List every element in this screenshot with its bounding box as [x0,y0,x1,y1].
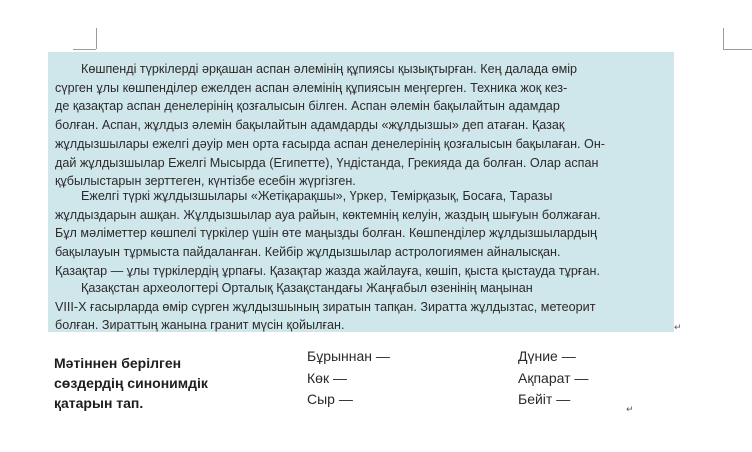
passage-line: Қазақстан археологтері Орталық Қазақстандағы Жаңғабыл өзенінің маңынан [81,281,533,295]
passage-line: жұлдыздарын ашқан. Жұлдызшылар ауа райын, көктемнің келуін, жаздың шығуын болжаған. [55,207,601,222]
passage-line: дай жұлдызшылар Ежелгі Мысырда (Египетте), Үндістанда, Грекияда да болған. Олар аспан [55,155,599,170]
synonym-word[interactable]: Ақпарат — [518,370,589,386]
passage-line: Қазақтар — ұлы түркілердің ұрпағы. Қазақтар жазда жайлауға, көшіп, қыста қыстауда тұрған. [55,263,600,278]
synonym-word[interactable]: Бейіт — [518,391,571,407]
paragraph-mark-icon: ↵ [674,322,682,332]
synonym-word[interactable]: Дүние — [518,348,576,364]
passage-line: болған. Аспан, жұлдыз әлемін бақылайтын адамдарды «жұлдызшы» деп атаған. Қазақ [55,118,565,133]
crop-mark-top-right-vertical [723,28,724,49]
passage-line: жұлдызшылары ежелгі дәуір мен орта ғасырда аспан денелерінің қозғалысын бақылаған. Он- [55,136,605,151]
passage-line: VIII-X ғасырларда өмір сүрген жұлдызшының зиратын тапқан. Зиратта жұлдызтас, метеорит [55,299,596,314]
passage-line: болған. Зираттың жанына гранит мүсін қойылған. [55,318,345,332]
passage-line: бақылауын тұрмыста пайдаланған. Кейбір жұлдызшылар астрологиямен айналысқан. [55,245,561,260]
task-instruction: Мәтіннен берілген сөздердің синонимдік қатарын тап. [54,355,208,411]
passage-line: де қазақтар аспан денелерінің қозғалысын білген. Аспан әлемін бақылайтын адамдар [55,99,560,114]
synonym-word[interactable]: Сыр — [307,391,353,407]
passage-paragraph-2 [55,187,671,281]
passage-line: Ежелгі түркі жұлдызшылары «Жетіқарақшы», Үркер, Темірқазық, Босаға, Таразы [81,189,553,203]
paragraph-mark-icon: ↵ [626,404,634,414]
passage-paragraph-1 [55,60,671,191]
crop-mark-top-right-horizontal [723,49,752,50]
synonym-word[interactable]: Бұрыннан — [307,348,390,364]
synonym-word[interactable]: Көк — [307,370,347,386]
passage-line: Көшпенді түркілерді әрқашан аспан әлемінің құпиясы қызықтырған. Кең далада өмір [81,62,578,76]
reading-passage-box[interactable] [48,52,674,332]
passage-line: сүрген ұлы көшпенділер ежелден аспан әлемінің құпиясын меңгерген. Техника жоқ кез- [55,80,568,95]
passage-paragraph-3 [55,279,671,332]
passage-line: Бұл мәліметтер көшпелі түркілер үшін өте маңызды болған. Көшпенділер жұлдызшылардың [55,226,597,241]
passage-line: құбылыстарын зерттеген, күнтізбе есебін жүргізген. [55,174,356,189]
crop-mark-top-left-horizontal [73,49,96,50]
crop-mark-top-left-vertical [96,28,97,49]
